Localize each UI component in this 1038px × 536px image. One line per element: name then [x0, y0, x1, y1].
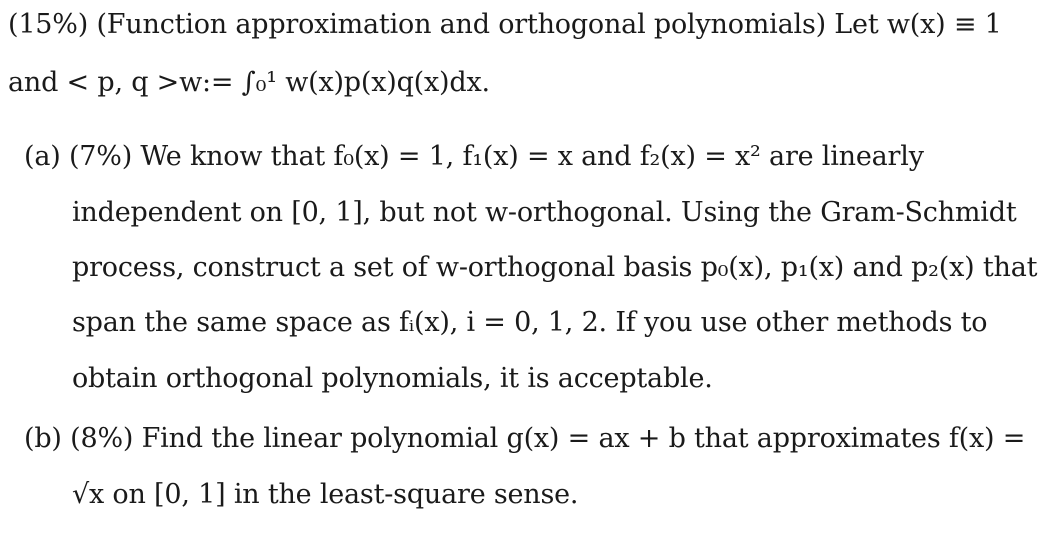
problem-intro-line-2: and < p, q >w:= ∫₀¹ w(x)p(x)q(x)dx. [8, 67, 490, 98]
part-b-line-1: (b) (8%) Find the linear polynomial g(x) = ax + b that approximates f(x) = [24, 423, 1026, 454]
part-b-line-2: √x on [0, 1] in the least-square sense. [72, 479, 579, 510]
part-a-line-3: process, construct a set of w-orthogonal basis p₀(x), p₁(x) and p₂(x) that [72, 252, 1038, 283]
part-a-line-5: obtain orthogonal polynomials, it is acceptable. [72, 363, 713, 394]
part-a-line-4: span the same space as fᵢ(x), i = 0, 1, 2. If you use other methods to [72, 307, 988, 338]
part-a-line-1: (a) (7%) We know that f₀(x) = 1, f₁(x) = x and f₂(x) = x² are linearly [24, 141, 924, 172]
problem-intro-line-1: (15%) (Function approximation and orthogonal polynomials) Let w(x) ≡ 1 [8, 9, 1002, 40]
part-a-line-2: independent on [0, 1], but not w-orthogonal. Using the Gram-Schmidt [72, 197, 1017, 228]
